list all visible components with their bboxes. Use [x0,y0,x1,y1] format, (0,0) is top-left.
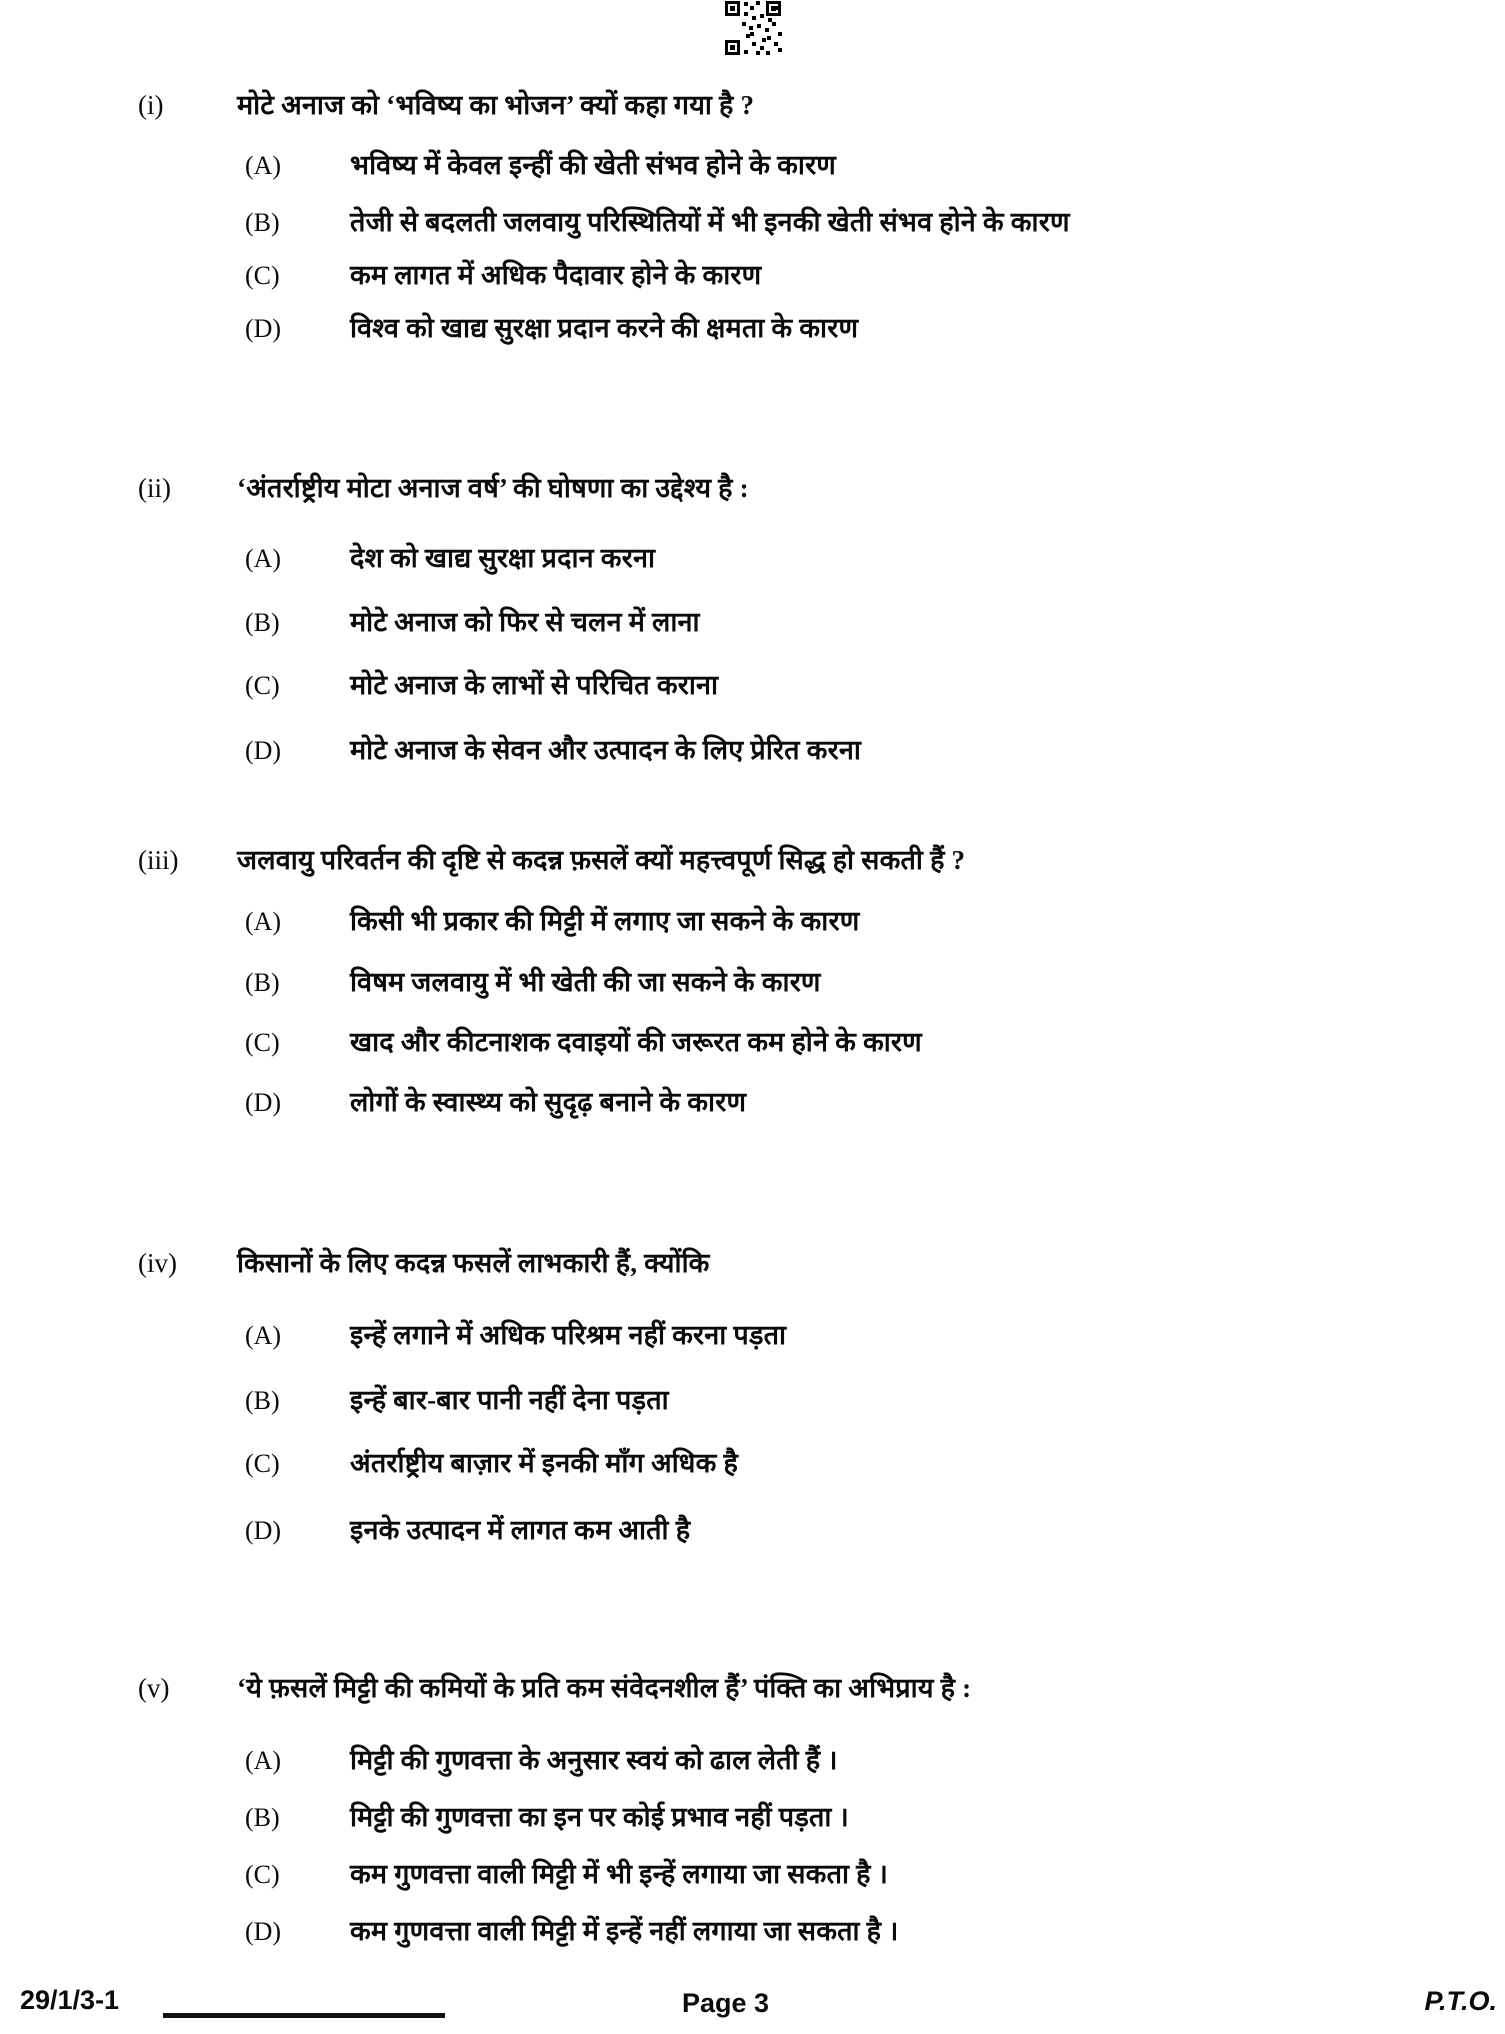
question-number: (iv) [138,1248,177,1278]
option-label: (A) [245,1321,282,1350]
option-text: खाद और कीटनाशक दवाइयों की जरूरत कम होने के कारण [350,1027,922,1057]
option-text: भविष्य में केवल इन्हीं की खेती संभव होने के कारण [350,150,837,180]
question-ii [138,468,749,508]
option-text: लोगों के स्वास्थ्य को सुदृढ़ बनाने के कारण [350,1087,747,1117]
question-v-option-d [245,1911,899,1952]
option-text: कम गुणवत्ता वाली मिट्टी में भी इन्हें लगाया जा सकता है । [350,1859,889,1889]
question-v-option-b [245,1797,849,1838]
question-iv [138,1243,710,1283]
option-label: (B) [245,1386,280,1415]
question-iii-option-d [245,1082,746,1123]
question-iii [138,840,965,880]
question-i [138,85,754,125]
option-text: मिट्टी की गुणवत्ता के अनुसार स्वयं को ढाल लेती हैं । [350,1745,838,1775]
option-label: (B) [245,968,280,997]
question-v-option-c [245,1854,888,1895]
question-v [138,1668,971,1708]
option-label: (B) [245,608,280,637]
question-ii-option-c [245,665,718,706]
option-label: (C) [245,261,280,290]
option-label: (D) [245,1917,282,1946]
option-text: किसी भी प्रकार की मिट्टी में लगाए जा सकने के कारण [350,906,860,936]
option-label: (A) [245,544,282,573]
option-text: इन्हें बार-बार पानी नहीं देना पड़ता [350,1385,669,1415]
question-ii-option-d [245,730,861,771]
option-label: (A) [245,151,282,180]
question-iv-option-c [245,1443,738,1484]
option-label: (A) [245,1746,282,1775]
page-number: Page 3 [682,1988,770,2018]
question-number: (ii) [138,473,171,503]
option-text: देश को खाद्य सुरक्षा प्रदान करना [350,543,656,573]
question-i-option-c [245,255,761,296]
option-label: (D) [245,736,282,765]
option-text: मोटे अनाज के सेवन और उत्पादन के लिए प्रेरित करना [350,735,862,765]
question-iii-option-c [245,1022,922,1063]
option-label: (D) [245,1088,282,1117]
question-number: (iii) [138,845,179,875]
question-text: ‘अंतर्राष्ट्रीय मोटा अनाज वर्ष’ की घोषणा का उद्देश्य है : [237,473,749,503]
option-label: (B) [245,1803,280,1832]
question-i-option-d [245,308,858,349]
option-text: इनके उत्पादन में लागत कम आती है [350,1515,691,1545]
option-label: (D) [245,314,282,343]
option-text: कम गुणवत्ता वाली मिट्टी में इन्हें नहीं लगाया जा सकता है । [350,1916,899,1946]
paper-code: 29/1/3-1 [20,1985,120,2015]
question-ii-option-b [245,602,700,643]
question-number: (v) [138,1673,170,1703]
option-label: (A) [245,907,282,936]
option-label: (C) [245,1028,280,1057]
option-text: इन्हें लगाने में अधिक परिश्रम नहीं करना पड़ता [350,1320,787,1350]
question-text: किसानों के लिए कदन्न फसलें लाभकारी हैं, क्योंकि [237,1248,710,1278]
option-label: (C) [245,1860,280,1889]
question-i-option-a [245,145,836,186]
question-iv-option-d [245,1510,690,1551]
option-label: (B) [245,208,280,237]
question-iv-option-b [245,1380,669,1421]
option-label: (C) [245,1449,280,1478]
option-text: मिट्टी की गुणवत्ता का इन पर कोई प्रभाव नहीं पड़ता । [350,1802,849,1832]
qr-code-icon [722,0,784,56]
question-i-option-b [245,202,1070,243]
option-text: विश्व को खाद्य सुरक्षा प्रदान करने की क्षमता के कारण [350,313,859,343]
question-text: जलवायु परिवर्तन की दृष्टि से कदन्न फ़सलें क्यों महत्त्वपूर्ण सिद्ध हो सकती हैं ? [237,845,966,875]
option-text: मोटे अनाज के लाभों से परिचित कराना [350,670,719,700]
question-number: (i) [138,90,164,120]
option-text: अंतर्राष्ट्रीय बाज़ार में इनकी माँग अधिक है [350,1448,739,1478]
question-v-option-a [245,1740,838,1781]
option-text: विषम जलवायु में भी खेती की जा सकने के कारण [350,967,821,997]
question-iv-option-a [245,1315,786,1356]
option-text: मोटे अनाज को फिर से चलन में लाना [350,607,700,637]
option-text: तेजी से बदलती जलवायु परिस्थितियों में भी इनकी खेती संभव होने के कारण [350,207,1070,237]
pto-label: P.T.O. [1424,1986,1497,2016]
question-ii-option-a [245,538,655,579]
question-text: मोटे अनाज को ‘भविष्य का भोजन’ क्यों कहा गया है ? [237,90,755,120]
option-label: (D) [245,1516,282,1545]
question-iii-option-a [245,901,859,942]
footer-divider-line [163,2013,445,2018]
question-text: ‘ये फ़सलें मिट्टी की कमियों के प्रति कम संवेदनशील हैं’ पंक्ति का अभिप्राय है : [237,1673,972,1703]
question-iii-option-b [245,962,821,1003]
option-text: कम लागत में अधिक पैदावार होने के कारण [350,260,762,290]
option-label: (C) [245,671,280,700]
